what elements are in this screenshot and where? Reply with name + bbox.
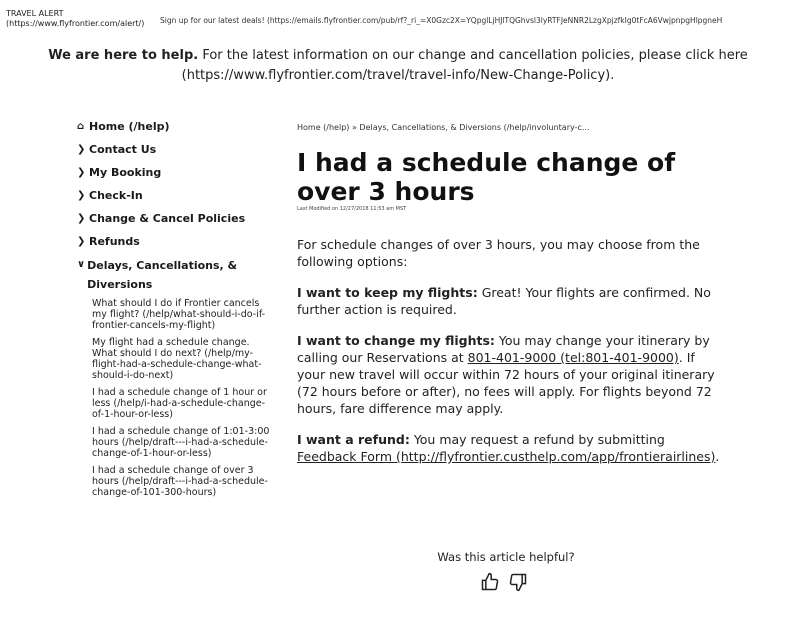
sidebar-item-label[interactable]: Contact Us xyxy=(89,143,157,156)
sidebar-item-label[interactable]: Delays, Cancellations, & Diversions xyxy=(87,259,238,291)
article-feedback-question: Was this article helpful? xyxy=(437,550,575,564)
sidebar-item-check-in[interactable] xyxy=(77,187,272,210)
refund-end: . xyxy=(715,449,720,464)
refund-heading: I want a refund: xyxy=(297,432,410,447)
sidebar-item-delays[interactable] xyxy=(77,256,272,294)
keep-flights-paragraph xyxy=(297,284,722,318)
travel-alert-label: TRAVEL ALERT xyxy=(6,9,64,18)
article-intro: For schedule changes of over 3 hours, you may choose from the following options: xyxy=(297,237,700,269)
chevron-right-icon: ❯ xyxy=(77,167,86,178)
sidebar-item-label[interactable]: Check-In xyxy=(89,189,143,202)
breadcrumb-home[interactable]: Home (/help) xyxy=(297,123,350,132)
sidebar-subitem[interactable]: I had a schedule change of 1:01-3:00 hours (/help/draft---i-had-a-schedule-change-of-1-hour-or-less) xyxy=(92,426,270,459)
article-body xyxy=(297,236,722,479)
last-modified: Last Modified on 12/27/2018 11:53 am MST xyxy=(297,206,407,212)
sidebar-item-my-booking[interactable] xyxy=(77,164,272,187)
sidebar xyxy=(77,118,272,504)
sidebar-item-refunds[interactable] xyxy=(77,233,272,256)
chevron-right-icon: ❯ xyxy=(77,144,86,155)
chevron-right-icon: ❯ xyxy=(77,213,86,224)
phone-link[interactable]: 801-401-9000 (tel:801-401-9000) xyxy=(467,350,679,365)
travel-alert-link[interactable]: (https://www.flyfrontier.com/alert/) xyxy=(6,19,145,28)
sidebar-subitem[interactable]: My flight had a schedule change. What should I do next? (/help/my-flight-had-a-schedule-change-what-should-i-do-next) xyxy=(92,337,262,381)
breadcrumb-separator: » xyxy=(351,123,357,132)
sidebar-subitem[interactable]: I had a schedule change of over 3 hours (/help/draft---i-had-a-schedule-change-of-101-300-hours) xyxy=(92,465,268,498)
help-banner-bold: We are here to help. xyxy=(48,48,199,63)
sidebar-item-label[interactable]: My Booking xyxy=(89,166,162,179)
change-flights-text: You may change your itinerary by calling our Reservations at xyxy=(297,333,710,365)
sidebar-subitem[interactable]: I had a schedule change of 1 hour or less (/help/i-had-a-schedule-change-of-1-hour-or-less) xyxy=(92,387,267,420)
thumbs-up-icon[interactable] xyxy=(480,572,500,596)
sidebar-item-change-cancel[interactable] xyxy=(77,210,272,233)
chevron-right-icon: ❯ xyxy=(77,190,86,201)
sidebar-item-label[interactable]: Change & Cancel Policies xyxy=(89,212,246,225)
sidebar-item-contact[interactable] xyxy=(77,141,272,164)
breadcrumb-current[interactable]: Delays, Cancellations, & Diversions (/help/involuntary-c... xyxy=(359,123,590,132)
sidebar-item-label[interactable]: Home (/help) xyxy=(89,120,170,133)
feedback-form-link[interactable]: Feedback Form (http://flyfrontier.custhelp.com/app/frontierairlines) xyxy=(297,449,716,464)
signup-deals-link[interactable]: Sign up for our latest deals! (https://emails.flyfrontier.com/pub/rf?_ri_=X0Gzc2X=YQpglLjHJlTQGhvsl3lyRTFJeNNR2LzgXpjzfkIg0tFcA6VwjpnpgHlpgneH xyxy=(160,16,723,25)
refund-text: You may request a refund by submitting xyxy=(413,432,665,447)
chevron-down-icon: ∨ xyxy=(77,259,86,270)
sidebar-item-label[interactable]: Refunds xyxy=(89,235,140,248)
page-title: I had a schedule change of over 3 hours xyxy=(297,148,676,206)
sidebar-subitem[interactable]: What should I do if Frontier cancels my flight? (/help/what-should-i-do-if-frontier-cancels-my-flight) xyxy=(92,298,266,331)
help-banner xyxy=(0,46,796,86)
breadcrumb xyxy=(297,123,590,132)
chevron-right-icon: ❯ xyxy=(77,236,86,247)
change-flights-heading: I want to change my flights: xyxy=(297,333,495,348)
keep-flights-heading: I want to keep my flights: xyxy=(297,285,478,300)
thumbs-down-icon[interactable] xyxy=(508,572,528,596)
home-icon: ⌂ xyxy=(77,121,85,132)
refund-paragraph xyxy=(297,431,722,465)
keep-flights-text: Great! Your flights are confirmed. No further action is required. xyxy=(297,285,711,317)
change-flights-text-2: . If your new travel will occur within 72 hours of your original itinerary (72 hours before or after), no fees will apply. For flights beyond 72 hours, fare difference may apply. xyxy=(297,350,715,416)
sidebar-item-home[interactable] xyxy=(77,118,272,141)
travel-alert[interactable] xyxy=(6,9,144,29)
feedback-buttons xyxy=(480,572,528,596)
change-flights-paragraph xyxy=(297,332,722,417)
help-banner-text[interactable]: For the latest information on our change and cancellation policies, please click here (https://www.flyfrontier.com/travel/travel-info/New-Change-Policy). xyxy=(181,48,748,83)
